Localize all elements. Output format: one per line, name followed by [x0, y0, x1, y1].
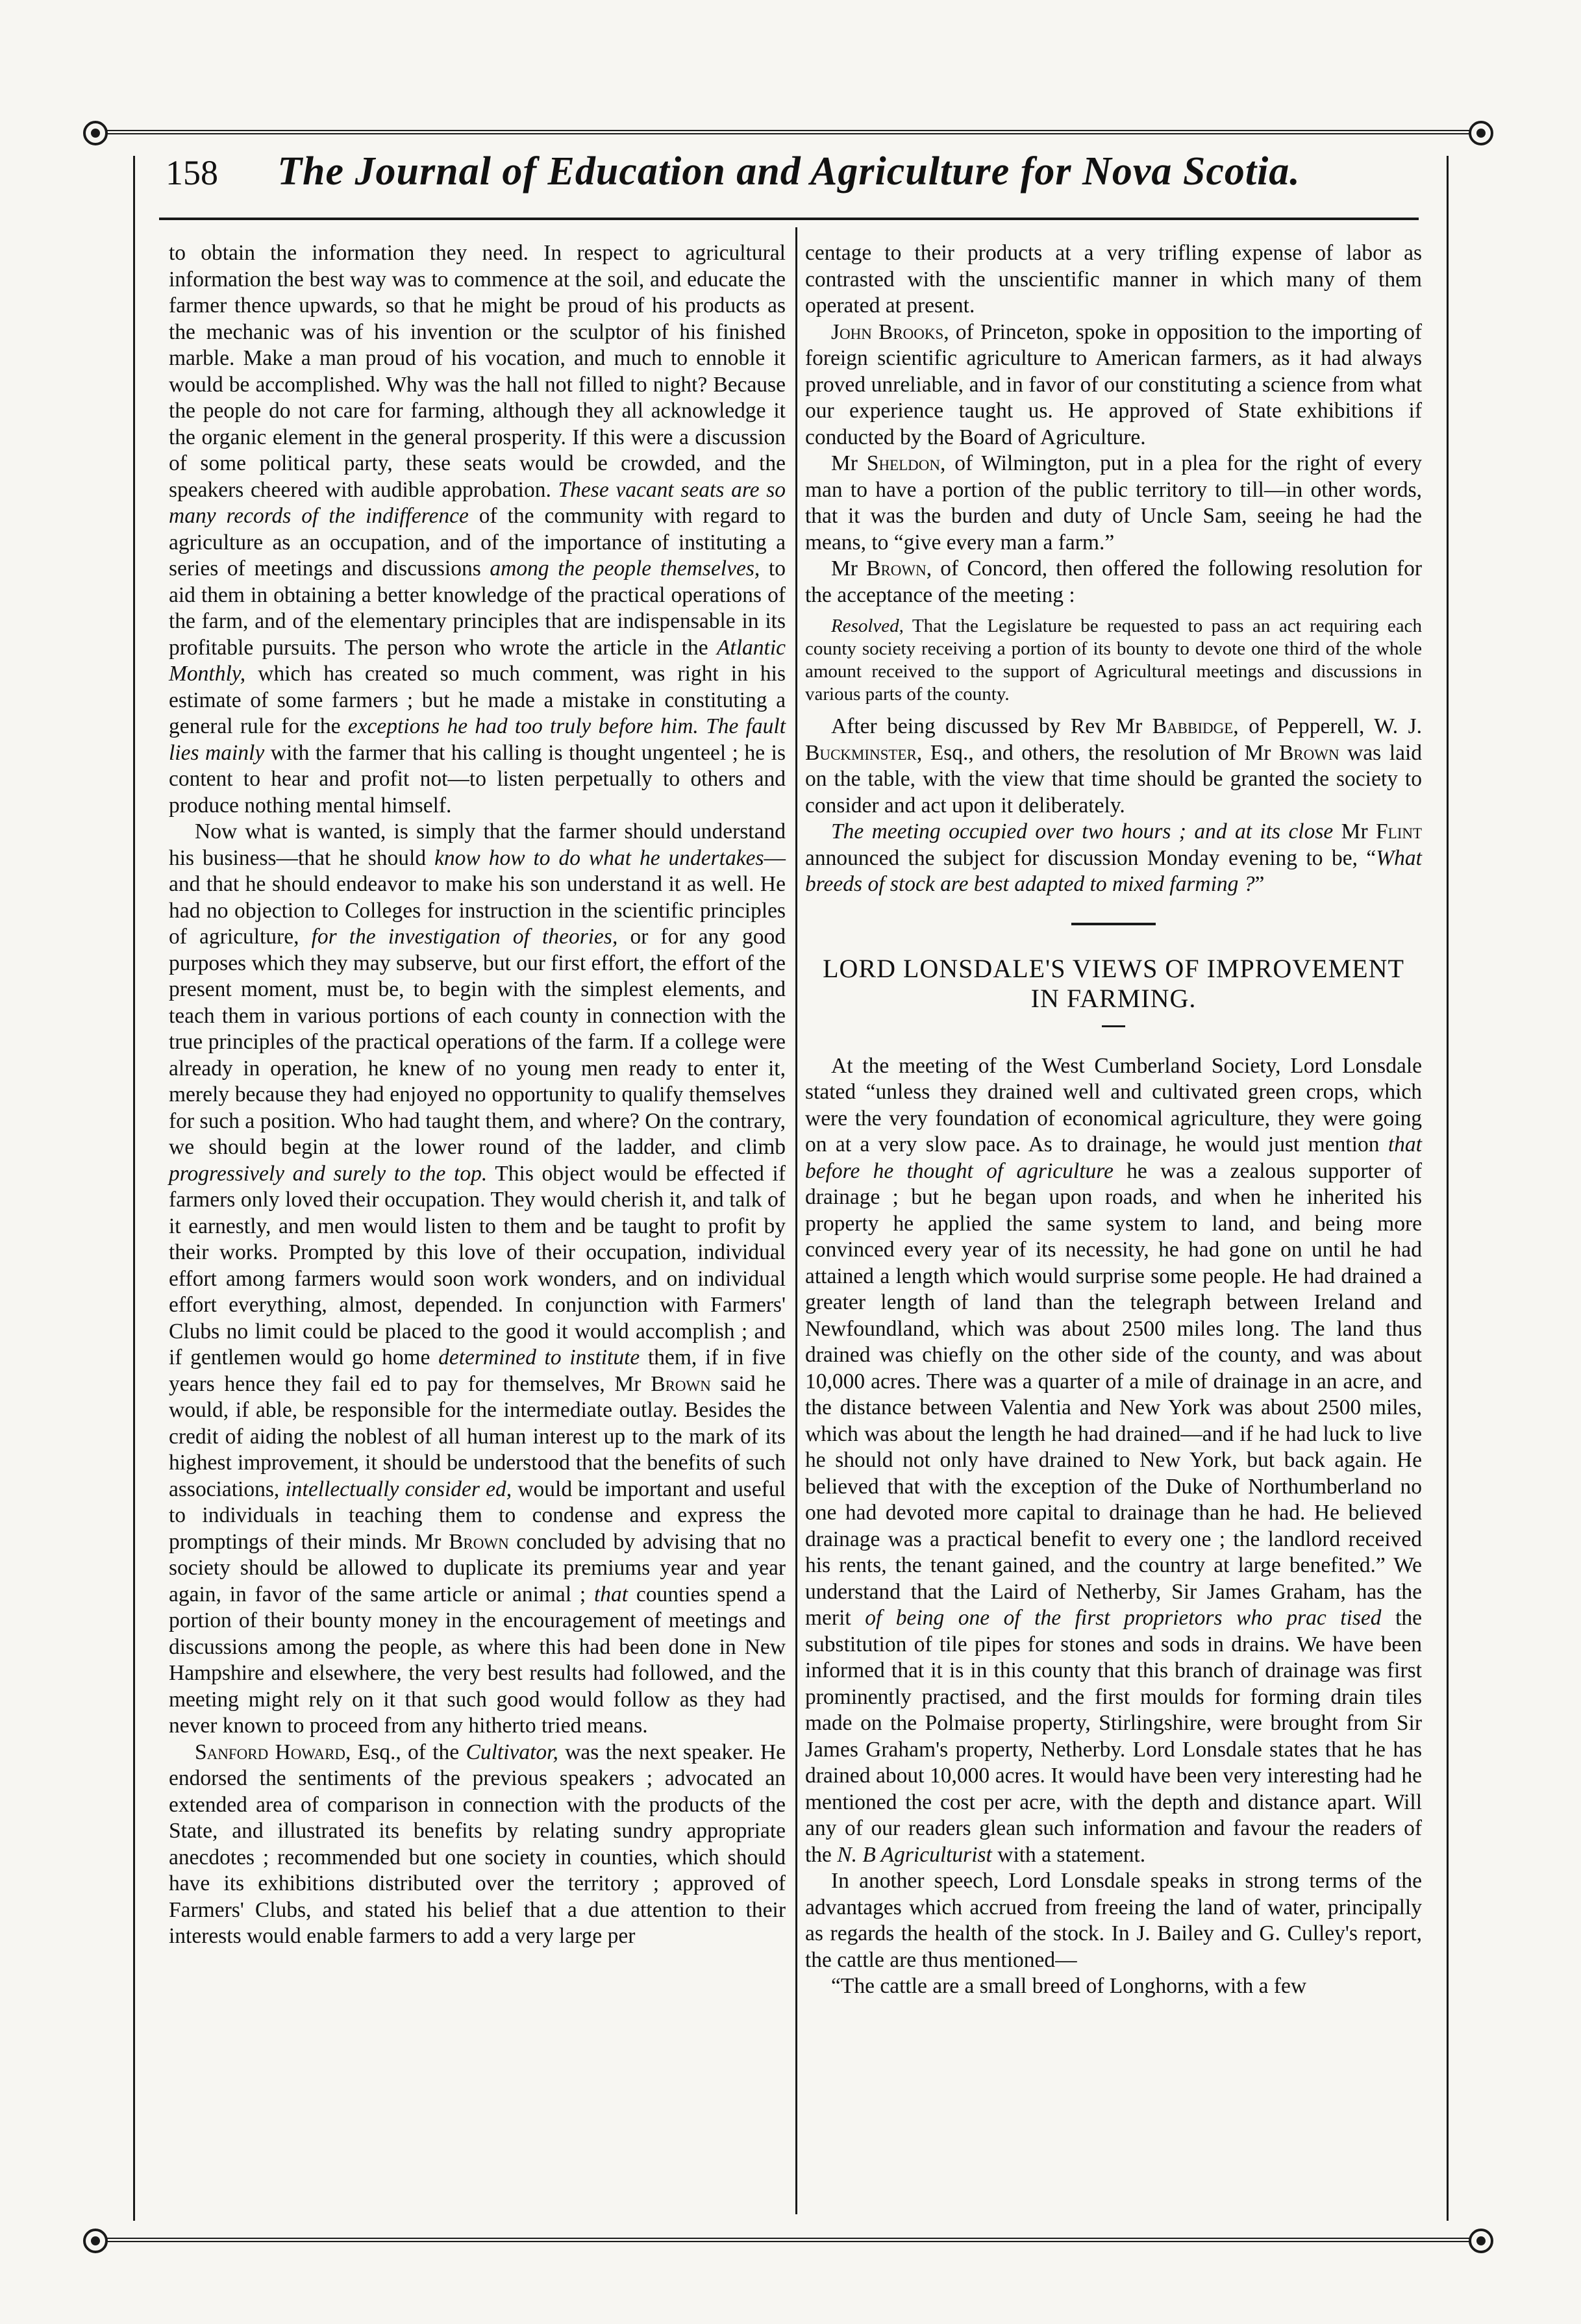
left-column: [169, 240, 786, 1950]
top-right-ornament: [1469, 121, 1493, 145]
paragraph: The meeting occupied over two hours ; and at its close Mr Flint announced the subject for discussion Monday evening to be, “What breeds of stock are best adapted to mixed farming ?”: [805, 819, 1423, 896]
paragraph: Sanford Howard, Esq., of the Cultivator, was the next speaker. He endorsed the sentiments of the previous speakers ; advocated an extended area of comparison in connection with the products of the State, and illustrated its benefits by relating sundry appropriate anecdotes ; recommended but one society in counties, which should have its exhibitions distributed over the territory ; approved of Farmers' Clubs, and stated his belief that a due attention to their interests would enable farmers to add a very large per: [169, 1740, 786, 1948]
column-divider: [795, 227, 797, 2214]
bottom-ornamental-rule: [97, 2238, 1477, 2242]
bottom-right-ornament: [1469, 2229, 1493, 2253]
paragraph: After being discussed by Rev Mr Babbidge, of Pepperell, W. J. Buckminster, Esq., and others, the resolution of Mr Brown was laid on the table, with the view that time should be granted the society to consider and act upon it deliberately.: [805, 714, 1423, 818]
page-number: 158: [166, 153, 218, 192]
title-dash: [1102, 1025, 1125, 1027]
page-header: [159, 146, 1419, 205]
paragraph: centage to their products at a very trifling expense of labor as contrasted with the unscientific manner in which many of them operated at present.: [805, 241, 1422, 318]
paragraph: John Brooks, of Princeton, spoke in opposition to the importing of foreign scientific agriculture to American farmers, as it had always proved unreliable, and in favor of our constituting a science from what our experience taught us. He approved of State exhibitions if conducted by the Board of Agriculture.: [805, 319, 1422, 449]
top-ornamental-rule: [97, 130, 1477, 134]
paragraph: At the meeting of the West Cumberland Society, Lord Lonsdale stated “unless they drained well and cultivated green crops, which were the very foundation of economical agriculture, they were going on at a very slow pace. As to drainage, he would just mention that before he thought of agriculture he was a zealous supporter of drainage ; but he began upon roads, and when he inherited his property he applied the same system to land, and being more convinced every year of its necessity, he had gone on until he had attained a length which would surprise some people. He had drained a greater length of land than the telegraph between Ireland and Newfoundland, which was about 2500 miles long. The land thus drained was chiefly on the other side of the county, and was about 10,000 acres. There was a quarter of a mile of drainage in an acre, and the distance between Valentia and New York was about 2500 miles, which was about the length he had drained—and if he had luck to live he should not only have drained to New York, but back again. He believed that with the exception of the Duke of Northumberland no one had devoted more capital to drainage than he had. He believed drainage was a practical benefit to every one ; the landlord received his rents, the tenant gained, and the country at large benefited.” We understand that the Laird of Netherby, Sir James Graham, has the merit of being one of the first proprietors who prac tised the substitution of tile pipes for stones and sods in drains. We have been informed that it is in this county that this branch of drainage was first prominently practised, and the first moulds for forming drain tiles made on the Polmaise property, Stirlingshire, were brought from Sir James Graham's property, Netherby. Lord Lonsdale states that he has drained about 10,000 acres. It would have been very interesting had he mentioned the cost per acre, with the depth and distance apart. Will any of our readers glean such information and favour the readers of the N. B Agriculturist with a statement.: [805, 1053, 1423, 1867]
right-margin-line: [1447, 156, 1449, 2221]
right-column: [805, 240, 1422, 2000]
journal-title: The Journal of Education and Agriculture for Nova Scotia.: [277, 149, 1301, 194]
paragraph: Now what is wanted, is simply that the farmer should understand his business—that he should know how to do what he undertakes—and that he should endeavor to make his son understand it as well. He had no objection to Colleges for instruction in the scientific principles of agriculture, for the investigation of theories, or for any good purposes which they may subserve, but our first effort, the effort of the present moment, must be, to begin with the simplest elements, and teach them in various portions of each county in connection with the true principles of the practical operations of the farm. If a college were already in operation, he knew of no young men ready to enter it, merely because they had enjoyed no opportunity to qualify themselves for such a position. Who had taught them, and where? On the contrary, we should begin at the lower round of the ladder, and climb progressively and surely to the top. This object would be effected if farmers only loved their occupation. They would cherish it, and talk of it earnestly, and men would listen to them and be taught to profit by their works. Prompted by this love of their occupation, individual effort among farmers would soon work wonders, and on individual effort everything, almost, depended. In conjunction with Farmers' Clubs no limit could be placed to the good it would accomplish ; and if gentlemen would go home determined to institute them, if in five years hence they fail ed to pay for themselves, Mr Brown said he would, if able, be responsible for the intermediate outlay. Besides the credit of aiding the noblest of all human interest up to the mark of its highest improvement, it should be understood that the benefits of such associations, intellectually consider ed, would be important and useful to individuals in teaching them to condense and express the promptings of their minds. Mr Brown concluded by advising that no society should be allowed to duplicate its premiums year and year again, in favor of the same article or animal ; that counties spend a portion of their bounty money in the encouragement of meetings and discussions among the people, as where this had been done in New Hampshire and elsewhere, the very best results had followed, and the meeting might rely on it that such good would follow as they had never known to proceed from any hitherto tried means.: [169, 819, 786, 1738]
resolution-text: Resolved, That the Legislature be requested to pass an act requiring each county society receiving a portion of its bounty to devote one third of the whole amount received to the support of Agricultural meetings and discussions in various parts of the county.: [805, 616, 1422, 705]
article-title: LORD LONSDALE'S VIEWS OF IMPROVEMENT IN FARMING.: [823, 953, 1404, 1013]
paragraph: “The cattle are a small breed of Longhorns, with a few: [831, 1974, 1307, 1998]
paragraph: Mr Sheldon, of Wilmington, put in a plea for the right of every man to have a portion of the public territory to till—in other words, that it was the burden and duty of Uncle Sam, seeing he had the means, to “give every man a farm.”: [805, 451, 1423, 555]
paragraph: In another speech, Lord Lonsdale speaks in strong terms of the advantages which accrued from freeing the land of water, principally as regards the health of the stock. In J. Bailey and G. Culley's report, the cattle are thus mentioned—: [805, 1869, 1422, 1972]
paragraph: Mr Brown, of Concord, then offered the following resolution for the acceptance of the meeting :: [805, 556, 1423, 607]
top-left-ornament: [83, 121, 108, 145]
header-rule: [159, 218, 1419, 220]
bottom-left-ornament: [83, 2229, 108, 2253]
paragraph: to obtain the information they need. In respect to agricultural information the best way was to commence at the soil, and educate the farmer thence upwards, so that he might be proud of his products as the mechanic was of his invention or the sculptor of his finished marble. Make a man proud of his vocation, and much to ennoble it would be accomplished. Why was the hall not filled to night? Because the people do not care for farming, although they all acknowledge it the organic element in the general prosperity. If this were a discussion of some political party, these seats would be crowded, and the speakers cheered with audible approbation. These vacant seats are so many records of the indifference of the community with regard to agriculture as an occupation, and of the importance of instituting a series of meetings and discussions among the people themselves, to aid them in obtaining a better knowledge of the practical operations of the farm, and of the elementary principles that are indispensable in its profitable pursuits. The person who wrote the article in the Atlantic Monthly, which has created so much comment, was right in his estimate of some farmers ; but he made a mistake in constituting a general rule for the exceptions he had too truly before him. The fault lies mainly with the farmer that his calling is thought ungenteel ; he is content to hear and profit not—to listen perpetually to others and produce nothing mental himself.: [169, 241, 786, 818]
left-margin-line: [133, 156, 135, 2221]
section-divider: [1071, 923, 1156, 925]
